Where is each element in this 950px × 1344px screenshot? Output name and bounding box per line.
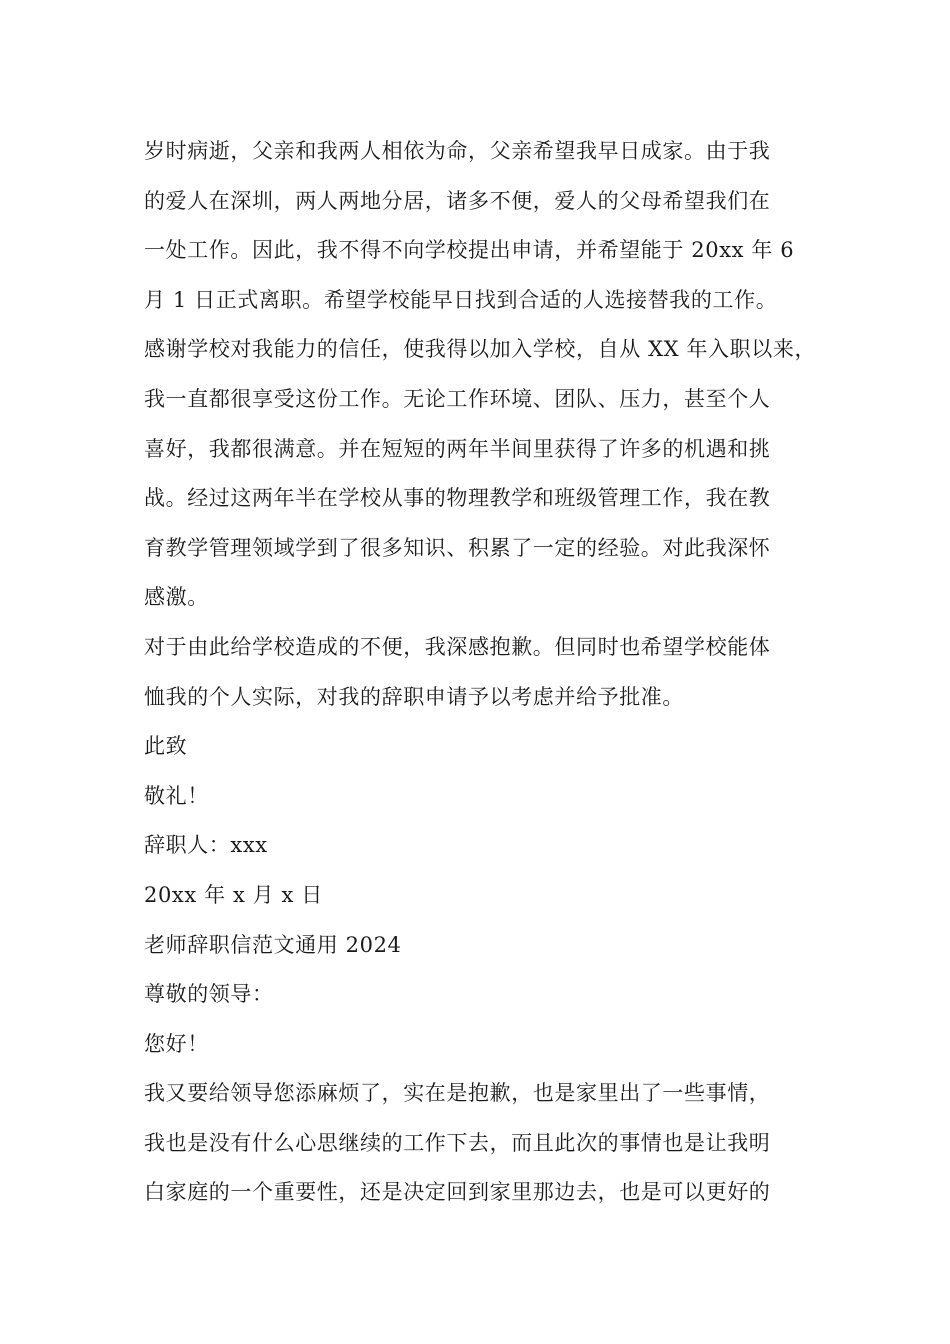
text-line: 育教学管理领域学到了很多知识、积累了一定的经验。对此我深怀 <box>144 535 771 560</box>
document-body <box>144 127 824 1218</box>
text-line: 战。经过这两年半在学校从事的物理教学和班级管理工作，我在教 <box>144 486 771 511</box>
text-line: 对于由此给学校造成的不便，我深感抱歉。但同时也希望学校能体 <box>144 634 771 659</box>
text-line: 恤我的个人实际，对我的辞职申请予以考虑并给予批准。 <box>144 684 684 709</box>
text-line: 我也是没有什么心思继续的工作下去，而且此次的事情也是让我明 <box>144 1130 771 1155</box>
text-line: 的爱人在深圳，两人两地分居，诸多不便，爱人的父母希望我们在 <box>144 188 771 213</box>
section-title: 老师辞职信范文通用 2024 <box>144 932 402 957</box>
salutation-line: 此致 <box>144 734 188 759</box>
date-line: 20xx 年 x 月 x 日 <box>144 882 323 907</box>
text-line: 感激。 <box>144 585 209 610</box>
text-line: 我又要给领导您添麻烦了，实在是抱歉，也是家里出了一些事情， <box>144 1081 771 1106</box>
greeting-line: 您好！ <box>144 1031 209 1056</box>
greeting-line: 尊敬的领导： <box>144 982 274 1007</box>
text-line: 感谢学校对我能力的信任，使我得以加入学校，自从 XX 年入职以来， <box>144 337 817 362</box>
text-line: 一处工作。因此，我不得不向学校提出申请，并希望能于 20xx 年 6 <box>144 238 795 263</box>
text-line: 我一直都很享受这份工作。无论工作环境、团队、压力，甚至个人 <box>144 386 771 411</box>
signature-line: 辞职人：xxx <box>144 833 268 858</box>
text-line: 白家庭的一个重要性，还是决定回到家里那边去，也是可以更好的 <box>144 1180 771 1205</box>
salutation-line: 敬礼！ <box>144 783 209 808</box>
text-line: 月 1 日正式离职。希望学校能早日找到合适的人选接替我的工作。 <box>144 287 778 312</box>
text-line: 岁时病逝，父亲和我两人相依为命，父亲希望我早日成家。由于我 <box>144 139 771 163</box>
text-line: 喜好，我都很满意。并在短短的两年半间里获得了许多的机遇和挑 <box>144 436 771 461</box>
